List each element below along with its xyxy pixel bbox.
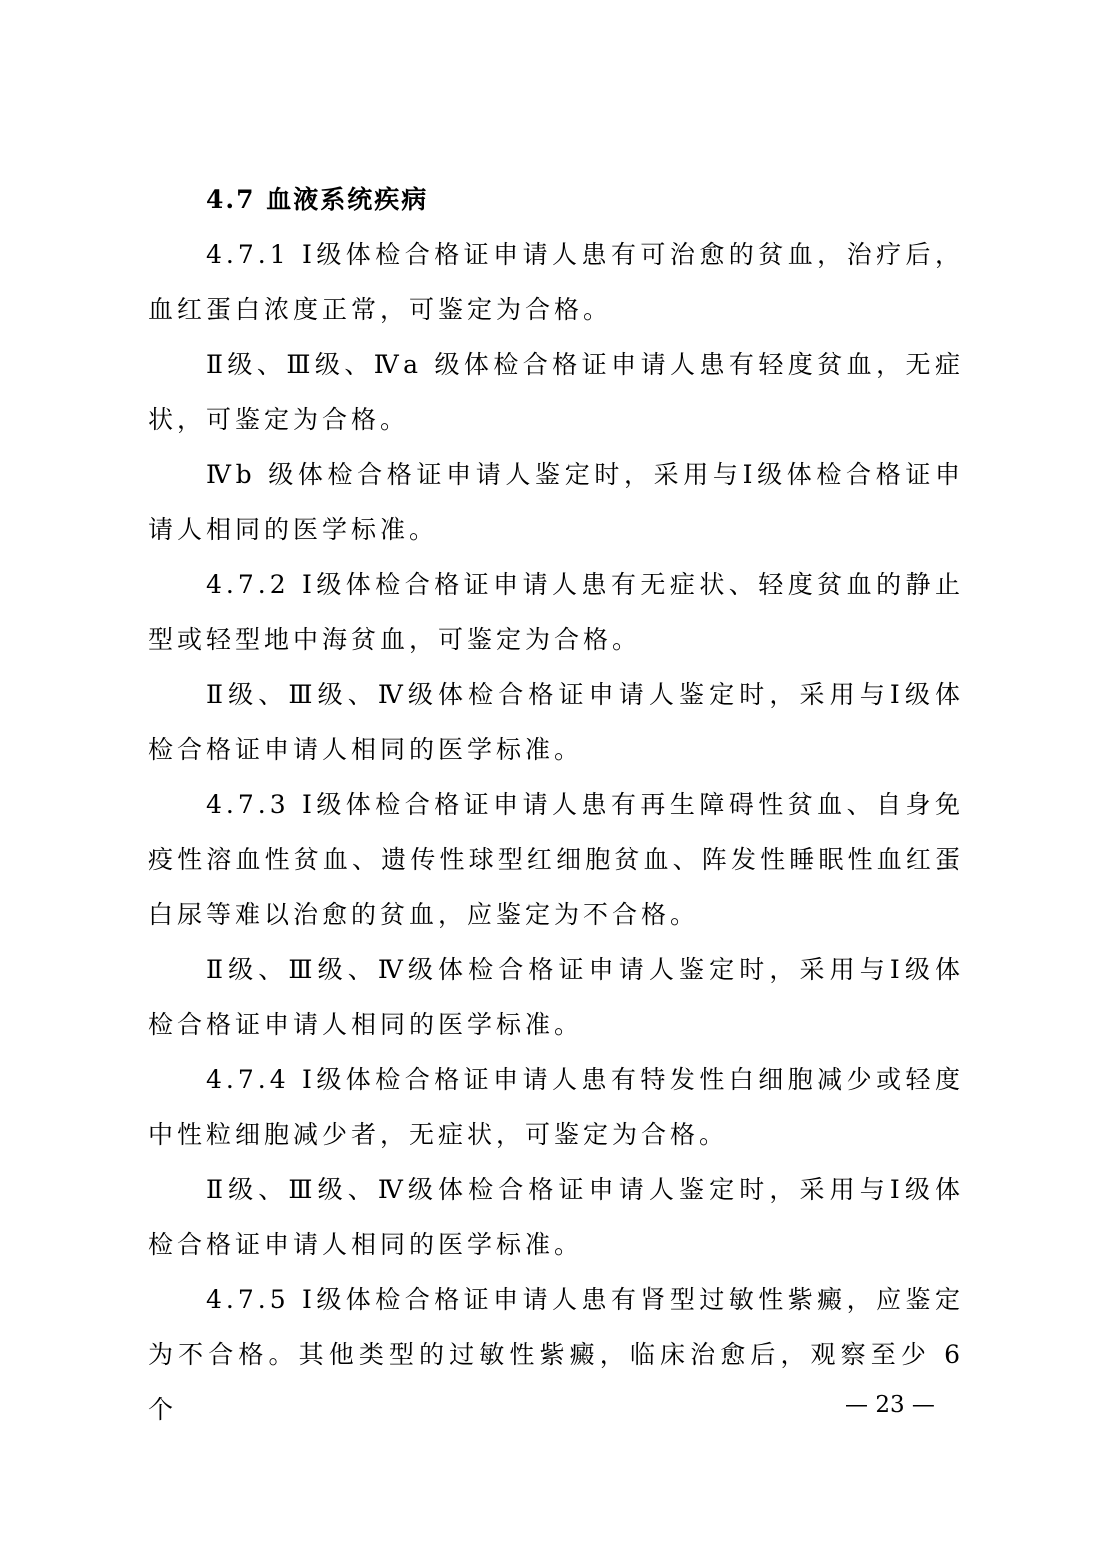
paragraph-4-7-4: 4.7.4 Ⅰ级体检合格证申请人患有特发性白细胞减少或轻度中性粒细胞减少者，无症状，可鉴定为合格。: [148, 1065, 964, 1149]
paragraph-4-7-1-grade-2-4a: Ⅱ级、Ⅲ级、Ⅳa 级体检合格证申请人患有轻度贫血，无症状，可鉴定为合格。: [148, 350, 964, 434]
paragraph-4-7-1-grade-4b: Ⅳb 级体检合格证申请人鉴定时，采用与Ⅰ级体检合格证申请人相同的医学标准。: [148, 460, 964, 544]
document-body: [148, 172, 964, 1437]
paragraph-4-7-5: 4.7.5 Ⅰ级体检合格证申请人患有肾型过敏性紫癜，应鉴定为不合格。其他类型的过敏性紫癜，临床治愈后，观察至少 6 个: [148, 1285, 964, 1424]
paragraph-4-7-2: 4.7.2 Ⅰ级体检合格证申请人患有无症状、轻度贫血的静止型或轻型地中海贫血，可鉴定为合格。: [148, 570, 964, 654]
paragraph-4-7-1: 4.7.1 Ⅰ级体检合格证申请人患有可治愈的贫血，治疗后，血红蛋白浓度正常，可鉴定为合格。: [148, 240, 964, 324]
paragraph-4-7-4-other-grades: Ⅱ级、Ⅲ级、Ⅳ级体检合格证申请人鉴定时，采用与Ⅰ级体检合格证申请人相同的医学标准。: [148, 1175, 964, 1259]
paragraph-4-7-2-other-grades: Ⅱ级、Ⅲ级、Ⅳ级体检合格证申请人鉴定时，采用与Ⅰ级体检合格证申请人相同的医学标准。: [148, 680, 964, 764]
section-title: 4.7 血液系统疾病: [206, 185, 429, 214]
page-number: — 23 —: [845, 1392, 935, 1418]
paragraph-4-7-3: 4.7.3 Ⅰ级体检合格证申请人患有再生障碍性贫血、自身免疫性溶血性贫血、遗传性球型红细胞贫血、阵发性睡眠性血红蛋白尿等难以治愈的贫血，应鉴定为不合格。: [148, 790, 964, 929]
paragraph-4-7-3-other-grades: Ⅱ级、Ⅲ级、Ⅳ级体检合格证申请人鉴定时，采用与Ⅰ级体检合格证申请人相同的医学标准。: [148, 955, 964, 1039]
